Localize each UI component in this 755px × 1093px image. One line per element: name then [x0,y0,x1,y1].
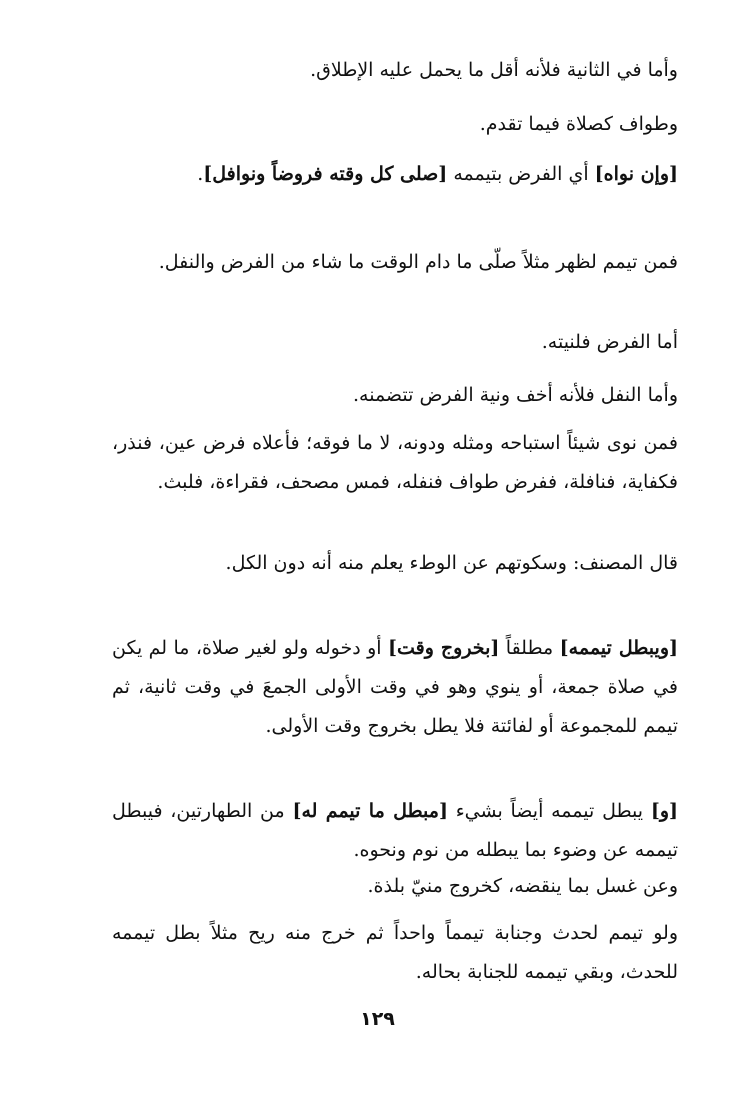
paragraph-2 [112,105,678,144]
paragraph-text: . [197,163,204,185]
paragraph-text: فمن تيمم لظهر مثلاً صلّى ما دام الوقت ما شاء من الفرض والنفل. [158,251,678,273]
paragraph-5 [112,323,678,362]
paragraph-12 [112,914,678,992]
paragraph-text: وطواف كصلاة فيما تقدم. [479,113,678,135]
paragraph-7 [112,424,678,502]
paragraph-text: مطلقاً [499,637,560,659]
paragraph-text: يبطل تيممه أيضاً بشيء [447,800,651,822]
bold-term: [بخروج وقت] [387,637,500,659]
paragraph-10 [112,792,678,870]
paragraph-text: ولو تيمم لحدث وجنابة تيمماً واحداً ثم خرج منه ريح مثلاً بطل تيممه للحدث، وبقي تيممه للجنابة بحاله. [112,922,678,983]
paragraph-text: وعن غسل بما ينقضه، كخروج منيّ بلذة. [367,875,678,897]
paragraph-4 [112,243,678,282]
bold-term: [وإن نواه] [594,163,678,185]
paragraph-3 [112,155,678,194]
paragraph-text: وأما في الثانية فلأنه أقل ما يحمل عليه الإطلاق. [310,59,678,81]
paragraph-text: أي الفرض بتيممه [447,163,595,185]
bold-term: [صلى كل وقته فروضاً ونوافل] [203,163,448,185]
paragraph-8 [112,544,678,583]
paragraph-text: وأما النفل فلأنه أخف ونية الفرض تتضمنه. [352,384,678,406]
paragraph-text: قال المصنف: وسكوتهم عن الوطء يعلم منه أنه دون الكل. [225,552,678,574]
paragraph-text: أما الفرض فلنيته. [541,331,678,353]
paragraph-1 [112,51,678,90]
paragraph-11 [112,867,678,906]
bold-term: [ويبطل تيممه] [559,637,678,659]
bold-term: [مبطل ما تيمم له] [292,800,448,822]
paragraph-text: من الطهارتين، فيبطل تيممه عن وضوء بما يبطله من نوم ونحوه. [112,800,678,861]
bold-term: [و] [650,800,678,822]
paragraph-text: أو دخوله ولو لغير صلاة، ما لم يكن في صلاة جمعة، أو ينوي وهو في وقت الأولى الجمعَ في وقت ثانية، ثم تيمم للمجموعة أو لفائتة فلا يطل بخروج وقت الأولى. [112,637,678,737]
paragraph-text: فمن نوى شيئاً استباحه ومثله ودونه، لا ما فوقه؛ فأعلاه فرض عين، فنذر، فكفاية، فنافلة، ففرض طواف فنفله، فمس مصحف، فقراءة، فلبث. [112,432,678,493]
page-number: ١٢٩ [360,1008,395,1030]
paragraph-9 [112,629,678,746]
paragraph-6 [112,376,678,415]
